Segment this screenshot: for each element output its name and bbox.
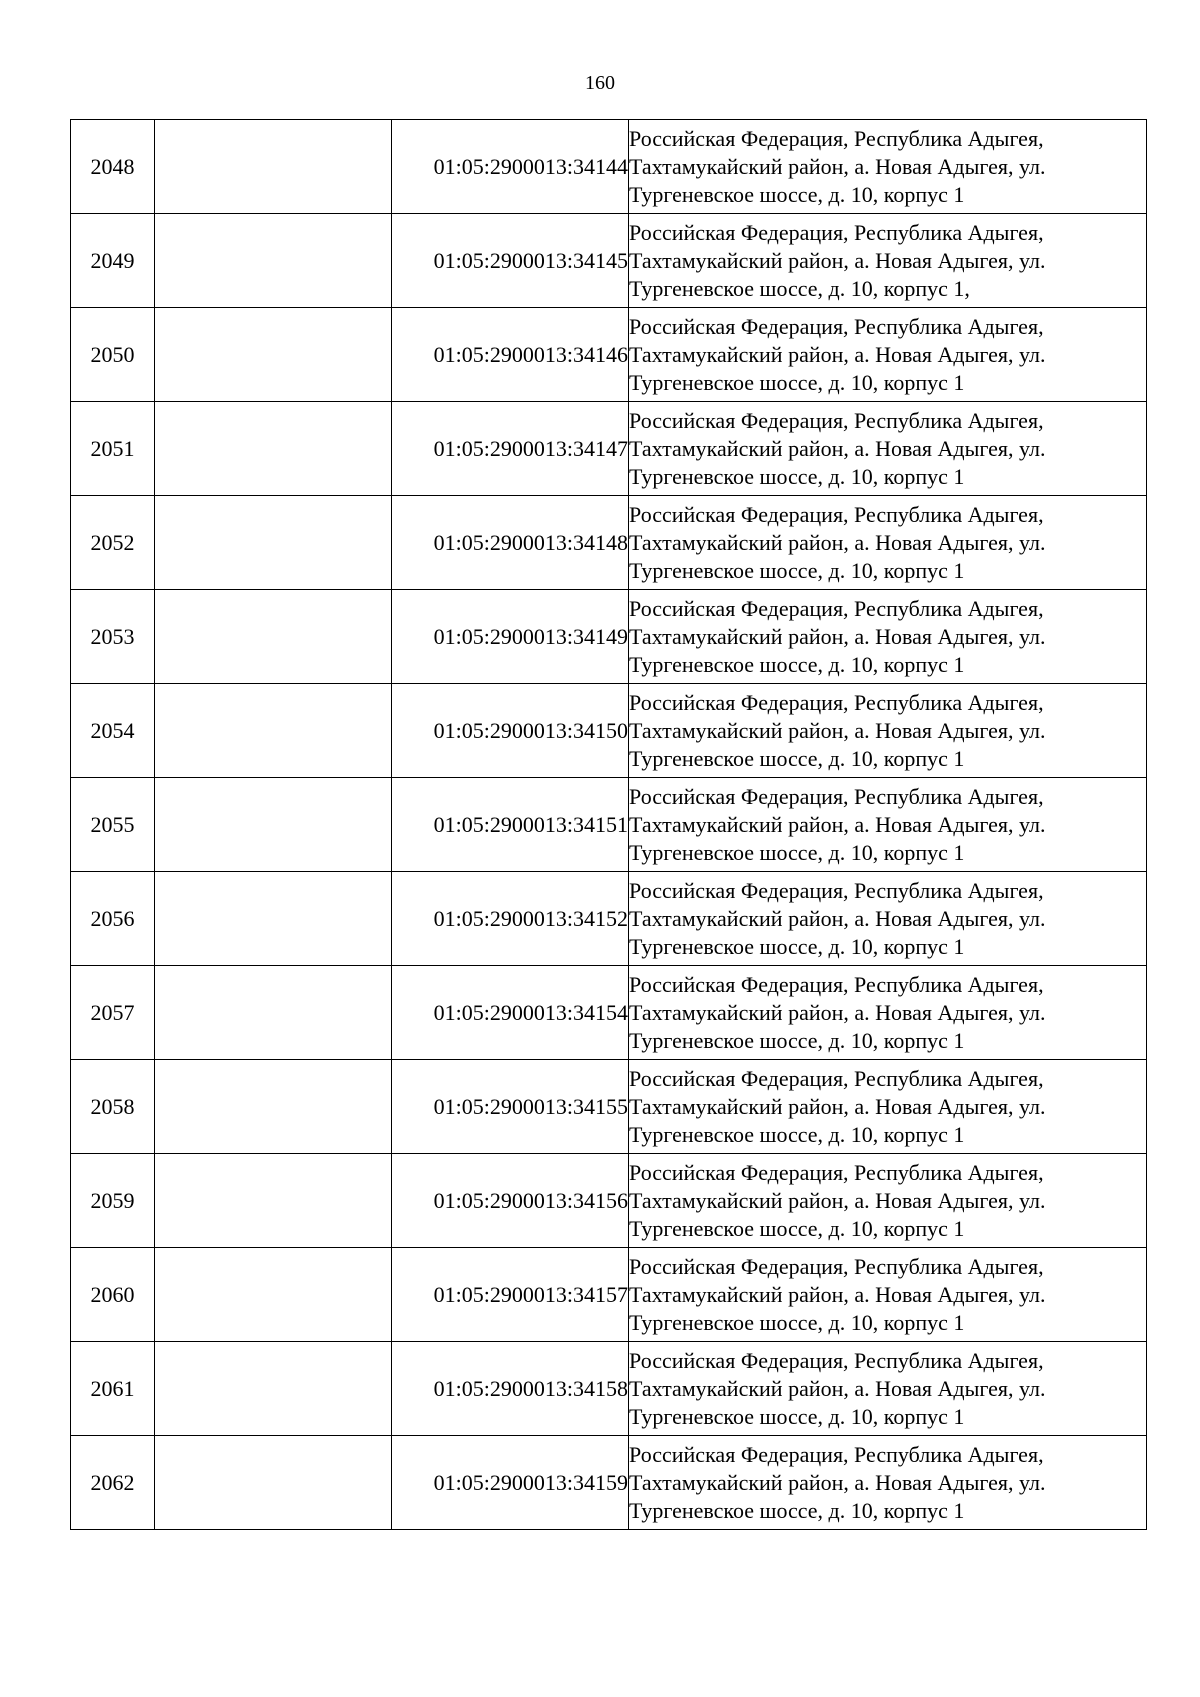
empty-cell xyxy=(155,308,392,402)
empty-cell xyxy=(155,590,392,684)
empty-cell xyxy=(155,402,392,496)
cadastral-number-cell: 01:05:2900013:34145 xyxy=(392,214,629,308)
cadastral-number-cell: 01:05:2900013:34156 xyxy=(392,1154,629,1248)
table-row xyxy=(71,1436,1147,1530)
table-row xyxy=(71,402,1147,496)
row-number-cell: 2055 xyxy=(71,778,155,872)
row-number-cell: 2059 xyxy=(71,1154,155,1248)
empty-cell xyxy=(155,120,392,214)
address-cell: Российская Федерация, Республика Адыгея, Тахтамукайский район, а. Новая Адыгея, ул. Тургеневское шоссе, д. 10, корпус 1 xyxy=(629,778,1147,872)
table-row xyxy=(71,214,1147,308)
cadastral-number-cell: 01:05:2900013:34155 xyxy=(392,1060,629,1154)
address-cell: Российская Федерация, Республика Адыгея, Тахтамукайский район, а. Новая Адыгея, ул. Тургеневское шоссе, д. 10, корпус 1, xyxy=(629,214,1147,308)
table-row xyxy=(71,684,1147,778)
row-number-cell: 2051 xyxy=(71,402,155,496)
cadastral-number-cell: 01:05:2900013:34157 xyxy=(392,1248,629,1342)
row-number-cell: 2049 xyxy=(71,214,155,308)
row-number-cell: 2057 xyxy=(71,966,155,1060)
table-row xyxy=(71,120,1147,214)
cadastral-number-cell: 01:05:2900013:34152 xyxy=(392,872,629,966)
address-cell: Российская Федерация, Республика Адыгея, Тахтамукайский район, а. Новая Адыгея, ул. Тургеневское шоссе, д. 10, корпус 1 xyxy=(629,1436,1147,1530)
table-row xyxy=(71,1154,1147,1248)
empty-cell xyxy=(155,496,392,590)
cadastral-number-cell: 01:05:2900013:34144 xyxy=(392,120,629,214)
empty-cell xyxy=(155,1154,392,1248)
table-row xyxy=(71,872,1147,966)
cadastral-number-cell: 01:05:2900013:34146 xyxy=(392,308,629,402)
row-number-cell: 2061 xyxy=(71,1342,155,1436)
cadastral-number-cell: 01:05:2900013:34151 xyxy=(392,778,629,872)
row-number-cell: 2053 xyxy=(71,590,155,684)
table-row xyxy=(71,308,1147,402)
table-row xyxy=(71,966,1147,1060)
table-row xyxy=(71,1342,1147,1436)
table-row xyxy=(71,1060,1147,1154)
row-number-cell: 2056 xyxy=(71,872,155,966)
cadastral-number-cell: 01:05:2900013:34148 xyxy=(392,496,629,590)
address-cell: Российская Федерация, Республика Адыгея, Тахтамукайский район, а. Новая Адыгея, ул. Тургеневское шоссе, д. 10, корпус 1 xyxy=(629,120,1147,214)
address-cell: Российская Федерация, Республика Адыгея, Тахтамукайский район, а. Новая Адыгея, ул. Тургеневское шоссе, д. 10, корпус 1 xyxy=(629,1060,1147,1154)
address-cell: Российская Федерация, Республика Адыгея, Тахтамукайский район, а. Новая Адыгея, ул. Тургеневское шоссе, д. 10, корпус 1 xyxy=(629,308,1147,402)
row-number-cell: 2052 xyxy=(71,496,155,590)
empty-cell xyxy=(155,1342,392,1436)
address-cell: Российская Федерация, Республика Адыгея, Тахтамукайский район, а. Новая Адыгея, ул. Тургеневское шоссе, д. 10, корпус 1 xyxy=(629,684,1147,778)
row-number-cell: 2062 xyxy=(71,1436,155,1530)
row-number-cell: 2060 xyxy=(71,1248,155,1342)
cadastral-number-cell: 01:05:2900013:34150 xyxy=(392,684,629,778)
cadastral-number-cell: 01:05:2900013:34149 xyxy=(392,590,629,684)
address-cell: Российская Федерация, Республика Адыгея, Тахтамукайский район, а. Новая Адыгея, ул. Тургеневское шоссе, д. 10, корпус 1 xyxy=(629,1342,1147,1436)
cadastral-number-cell: 01:05:2900013:34158 xyxy=(392,1342,629,1436)
address-cell: Российская Федерация, Республика Адыгея, Тахтамукайский район, а. Новая Адыгея, ул. Тургеневское шоссе, д. 10, корпус 1 xyxy=(629,1248,1147,1342)
row-number-cell: 2058 xyxy=(71,1060,155,1154)
address-cell: Российская Федерация, Республика Адыгея, Тахтамукайский район, а. Новая Адыгея, ул. Тургеневское шоссе, д. 10, корпус 1 xyxy=(629,966,1147,1060)
address-cell: Российская Федерация, Республика Адыгея, Тахтамукайский район, а. Новая Адыгея, ул. Тургеневское шоссе, д. 10, корпус 1 xyxy=(629,590,1147,684)
row-number-cell: 2048 xyxy=(71,120,155,214)
empty-cell xyxy=(155,684,392,778)
empty-cell xyxy=(155,214,392,308)
table-row xyxy=(71,496,1147,590)
empty-cell xyxy=(155,872,392,966)
empty-cell xyxy=(155,778,392,872)
address-cell: Российская Федерация, Республика Адыгея, Тахтамукайский район, а. Новая Адыгея, ул. Тургеневское шоссе, д. 10, корпус 1 xyxy=(629,402,1147,496)
page-number: 160 xyxy=(585,72,615,94)
empty-cell xyxy=(155,1436,392,1530)
cadastral-register-table xyxy=(70,119,1147,1530)
address-cell: Российская Федерация, Республика Адыгея, Тахтамукайский район, а. Новая Адыгея, ул. Тургеневское шоссе, д. 10, корпус 1 xyxy=(629,872,1147,966)
row-number-cell: 2050 xyxy=(71,308,155,402)
address-cell: Российская Федерация, Республика Адыгея, Тахтамукайский район, а. Новая Адыгея, ул. Тургеневское шоссе, д. 10, корпус 1 xyxy=(629,496,1147,590)
cadastral-number-cell: 01:05:2900013:34154 xyxy=(392,966,629,1060)
empty-cell xyxy=(155,966,392,1060)
row-number-cell: 2054 xyxy=(71,684,155,778)
table-row xyxy=(71,590,1147,684)
empty-cell xyxy=(155,1060,392,1154)
cadastral-number-cell: 01:05:2900013:34147 xyxy=(392,402,629,496)
table-row xyxy=(71,1248,1147,1342)
cadastral-number-cell: 01:05:2900013:34159 xyxy=(392,1436,629,1530)
table-row xyxy=(71,778,1147,872)
empty-cell xyxy=(155,1248,392,1342)
address-cell: Российская Федерация, Республика Адыгея, Тахтамукайский район, а. Новая Адыгея, ул. Тургеневское шоссе, д. 10, корпус 1 xyxy=(629,1154,1147,1248)
